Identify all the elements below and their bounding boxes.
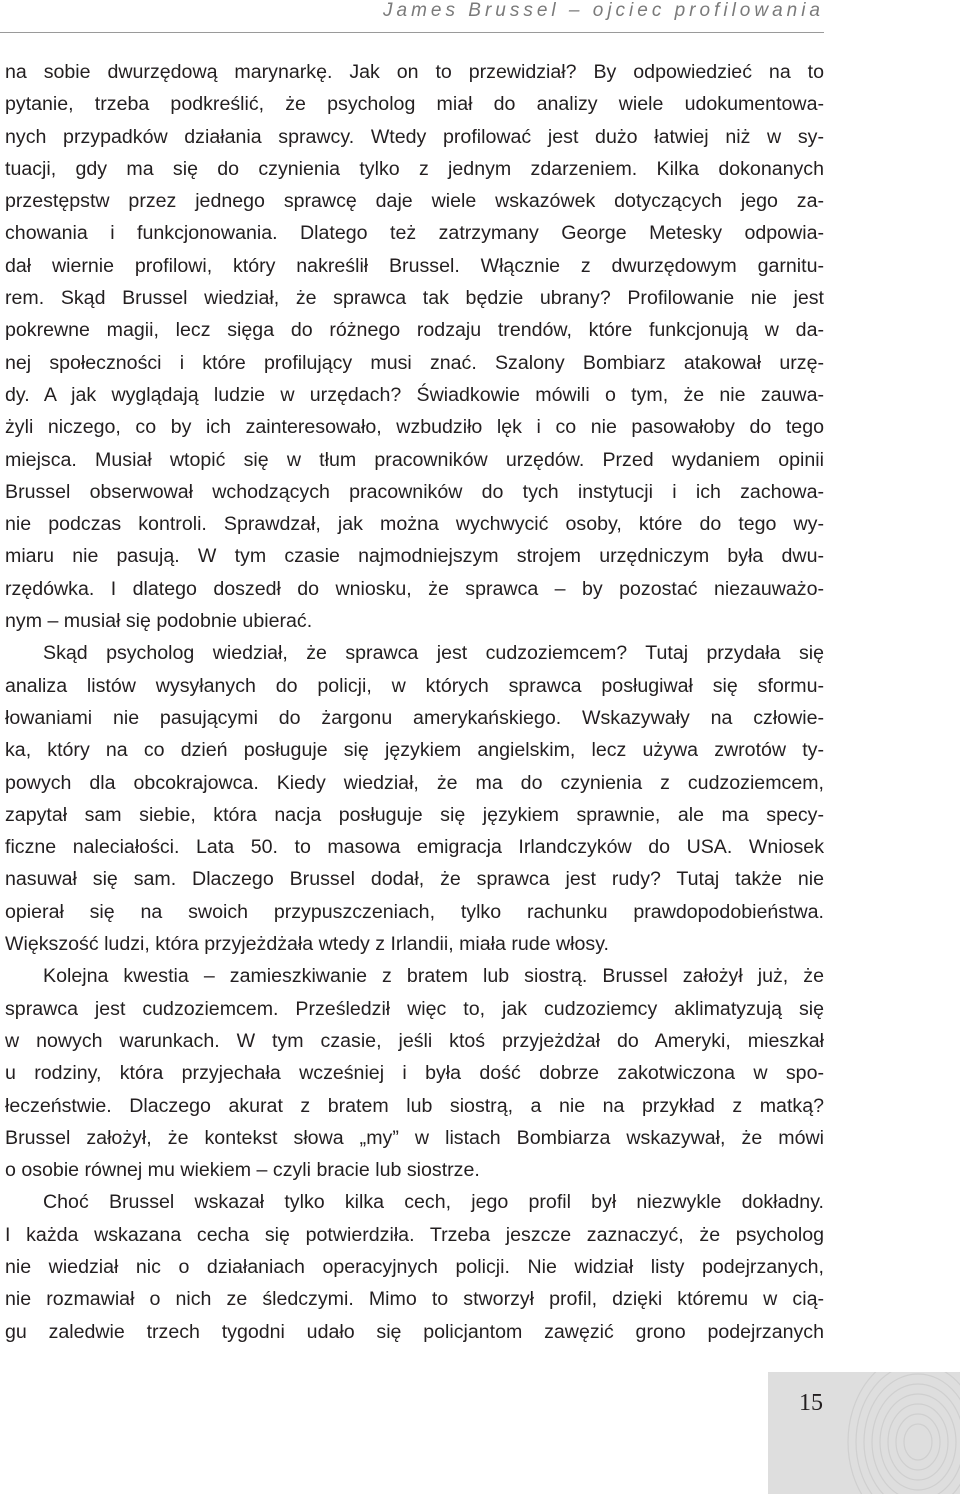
text-line: żyli niczego, co by ich zainteresowało, wzbudziło lęk i co nie pasowałoby do tego: [5, 416, 824, 439]
text-line: w nowych warunkach. W tym czasie, jeśli ktoś przyjeżdżał do Ameryki, mieszkał: [5, 1029, 824, 1052]
text-line: nie wiedział nic o działaniach operacyjnych policji. Nie widział listy podejrzanych,: [5, 1255, 824, 1278]
text-line: Skąd psycholog wiedział, że sprawca jest cudzoziemcem? Tutaj przydała się: [43, 642, 824, 665]
text-line: o osobie równej mu wiekiem – czyli bracie lub siostrze.: [5, 1159, 480, 1182]
text-line: przestępstw przez jednego sprawcę daje wiele wskazówek dotyczących jego za-: [5, 190, 824, 213]
text-line: Choć Brussel wskazał tylko kilka cech, jego profil był niezwykle dokładny.: [43, 1191, 824, 1214]
paragraph-4: [5, 1186, 824, 1347]
text-line: chowania i funkcjonowania. Dlatego też zatrzymany George Metesky odpowia-: [5, 222, 824, 245]
text-line: nym – musiał się podobnie ubierać.: [5, 610, 313, 633]
text-line: dał wiernie profilowi, który nakreślił Brussel. Włącznie z dwurzędowym garnitu-: [5, 254, 824, 277]
paragraph-1: [5, 56, 824, 637]
text-line: I każda wskazana cecha się potwierdziła. Trzeba jeszcze zaznaczyć, że psycholog: [5, 1223, 824, 1246]
text-line: rem. Skąd Brussel wiedział, że sprawca tak będzie ubrany? Profilowanie nie jest: [5, 287, 824, 310]
page-number: 15: [799, 1390, 823, 1416]
text-line: opierał się na swoich przypuszczeniach, tylko rachunku prawdopodobieństwa.: [5, 900, 824, 923]
paragraph-3: [5, 960, 824, 1186]
text-line: nasuwał się sam. Dlaczego Brussel dodał, że sprawca jest rudy? Tutaj także nie: [5, 868, 824, 891]
text-line: ficzne naleciałości. Lata 50. to masowa emigracja Irlandczyków do USA. Wniosek: [5, 836, 824, 859]
text-line: nie podczas kontroli. Sprawdzał, jak można wychwycić osoby, które do tego wy-: [5, 513, 824, 536]
text-line: u rodziny, która przyjechała wcześniej i była dość dobrze zakotwiczona w spo-: [5, 1062, 824, 1085]
text-line: ka, który na co dzień posługuje się językiem angielskim, lecz używa zwrotów ty-: [5, 739, 824, 762]
text-line: miejsca. Musiał wtopić się w tłum pracowników urzędów. Przed wydaniem opinii: [5, 448, 824, 471]
text-line: łeczeństwie. Dlaczego akurat z bratem lub siostrą, a nie na przykład z matką?: [5, 1094, 824, 1117]
text-line: pokrewne magii, lecz sięga do różnego rodzaju trendów, które funkcjonują w da-: [5, 319, 824, 342]
text-line: powych dla obcokrajowca. Kiedy wiedział, że ma do czynienia z cudzoziemcem,: [5, 771, 824, 794]
text-line: analiza listów wysyłanych do policji, w których sprawca posługiwał się sformu-: [5, 674, 824, 697]
text-line: łowaniami nie pasującymi do żargonu amerykańskiego. Wskazywały na człowie-: [5, 706, 824, 729]
running-header: James Brussel – ojciec profilowania: [383, 0, 824, 21]
text-line: nie rozmawiał o nich ze śledczymi. Mimo to stworzył profil, dzięki któremu w cią-: [5, 1288, 824, 1311]
text-line: gu zaledwie trzech tygodni udało się policjantom zawęzić grono podejrzanych: [5, 1320, 824, 1343]
paragraph-2: [5, 637, 824, 960]
page-number-box: [768, 1372, 960, 1494]
text-line: rzędówka. I dlatego doszedł do wniosku, że sprawca – by pozostać niezauważo-: [5, 577, 824, 600]
text-line: miaru nie pasują. W tym czasie najmodniejszym strojem urzędniczym była dwu-: [5, 545, 824, 568]
text-line: Brussel obserwował wchodzących pracowników do tych instytucji i ich zachowa-: [5, 480, 824, 503]
text-line: nych przypadków działania sprawcy. Wtedy profilować jest dużo łatwiej niż w sy-: [5, 125, 824, 148]
header-rule: [0, 32, 824, 33]
text-line: na sobie dwurzędową marynarkę. Jak on to przewidział? By odpowiedzieć na to: [5, 61, 824, 83]
text-line: dy. A jak wyglądają ludzie w urzędach? Świadkowie mówili o tym, że nie zauwa-: [5, 383, 824, 406]
text-line: nej społeczności i które profilujący musi znać. Szalony Bombiarz atakował urzę-: [5, 351, 824, 374]
text-line: tuacji, gdy ma się do czynienia tylko z jednym zdarzeniem. Kilka dokonanych: [5, 157, 824, 180]
text-line: Brussel założył, że kontekst słowa „my” w listach Bombiarza wskazywał, że mówi: [5, 1126, 824, 1149]
text-line: Kolejna kwestia – zamieszkiwanie z bratem lub siostrą. Brussel założył już, że: [43, 965, 824, 988]
text-line: Większość ludzi, która przyjeżdżała wtedy z Irlandii, miała rude włosy.: [5, 933, 609, 956]
page-body: [5, 56, 824, 1348]
text-line: zapytał sam siebie, która nacja posługuje się językiem sprawnie, ale ma specy-: [5, 803, 824, 826]
text-line: pytanie, trzeba podkreślić, że psycholog miał do analizy wiele udokumentowa-: [5, 93, 824, 116]
text-line: sprawca jest cudzoziemcem. Prześledził więc to, jak cudzoziemcy aklimatyzują się: [5, 997, 824, 1020]
